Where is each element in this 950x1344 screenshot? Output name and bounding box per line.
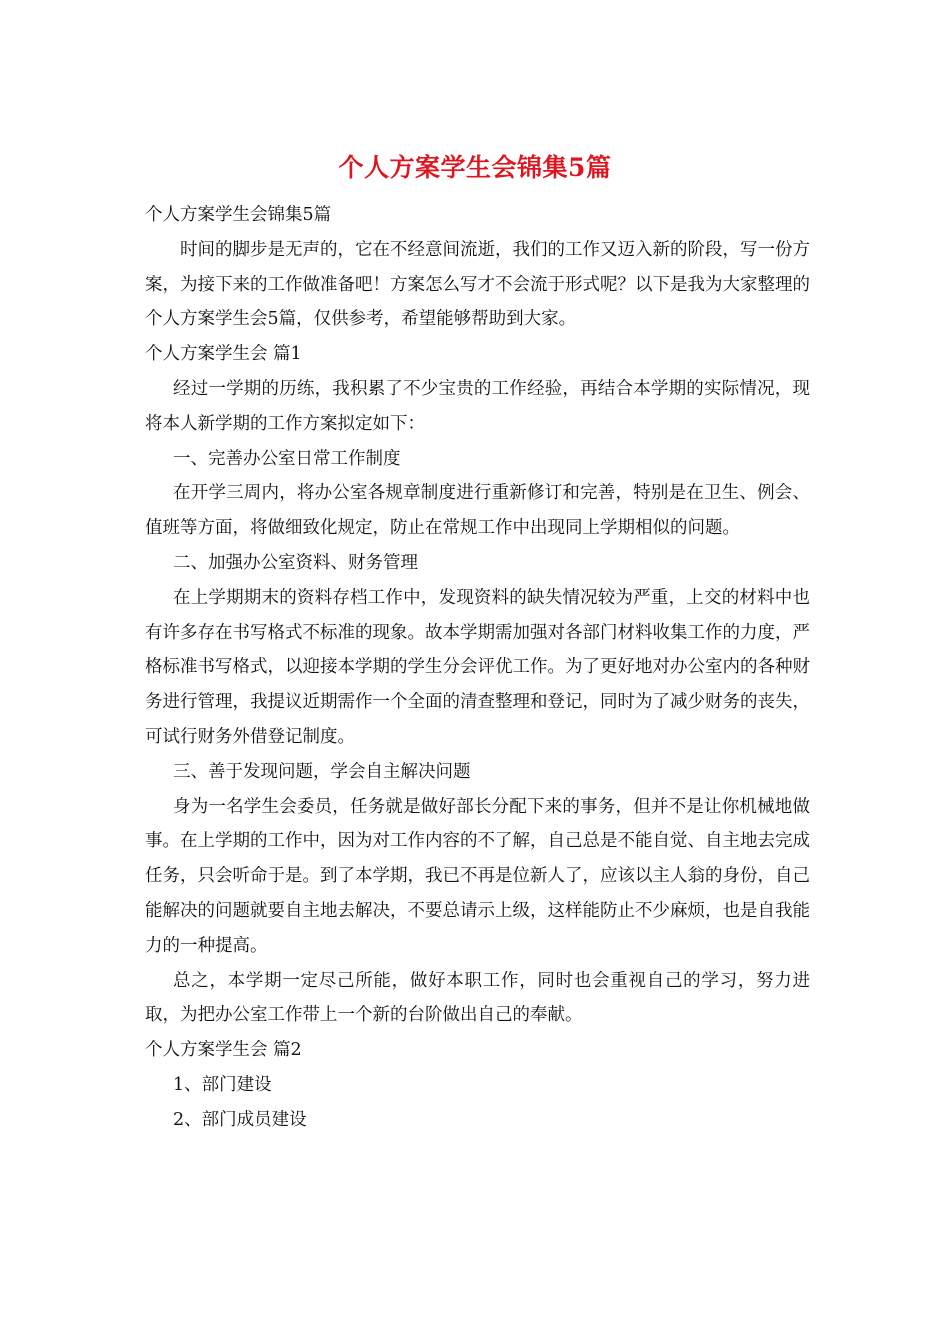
subtitle-paragraph: 个人方案学生会锦集5篇 <box>145 205 332 225</box>
body-paragraph: 身为一名学生会委员，任务就是做好部长分配下来的事务，但并不是让你机械地做事。在上学期的工作中，因为对工作内容的不了解，自己总是不能自觉、自主地去完成任务，只会听命于是。到了本学期，我已不再是位新人了，应该以主人翁的身份，自己能解决的问题就要自主地去解决，不要总请示上级，这样能防止不少麻烦，也是自我能力的一种提高。 <box>145 796 810 956</box>
subheading-paragraph: 三、善于发现问题，学会自主解决问题 <box>173 761 471 782</box>
subheading-paragraph: 二、加强办公室资料、财务管理 <box>173 552 418 573</box>
list-item: 2、部门成员建设 <box>173 1109 307 1130</box>
body-paragraph: 在开学三周内，将办公室各规章制度进行重新修订和完善，特别是在卫生、例会、值班等方面，将做细致化规定，防止在常规工作中出现同上学期相似的问题。 <box>145 483 810 539</box>
section-heading-1: 个人方案学生会 篇1 <box>145 344 302 365</box>
body-paragraph: 总之，本学期一定尽己所能，做好本职工作，同时也会重视自己的学习，努力进取，为把办公室工作带上一个新的台阶做出自己的奉献。 <box>145 970 810 1026</box>
document-body <box>145 198 810 1138</box>
section-heading-2: 个人方案学生会 篇2 <box>145 1040 302 1061</box>
body-paragraph: 在上学期期末的资料存档工作中，发现资料的缺失情况较为严重，上交的材料中也有许多存在书写格式不标准的现象。故本学期需加强对各部门材料收集工作的力度，严格标准书写格式，以迎接本学期的学生分会评优工作。为了更好地对办公室内的各种财务进行管理，我提议近期需作一个全面的清查整理和登记，同时为了减少财务的丧失，可试行财务外借登记制度。 <box>145 587 810 747</box>
body-paragraph: 经过一学期的历练，我积累了不少宝贵的工作经验，再结合本学期的实际情况，现将本人新学期的工作方案拟定如下： <box>145 378 810 434</box>
list-item: 1、部门建设 <box>173 1074 272 1095</box>
document-title: 个人方案学生会锦集5篇 <box>338 153 612 182</box>
subheading-paragraph: 一、完善办公室日常工作制度 <box>173 448 401 469</box>
intro-paragraph: 时间的脚步是无声的，它在不经意间流逝，我们的工作又迈入新的阶段，写一份方案，为接下来的工作做准备吧！方案怎么写才不会流于形式呢？以下是我为大家整理的个人方案学生会5篇，仅供参考，希望能够帮助到大家。 <box>145 239 810 330</box>
